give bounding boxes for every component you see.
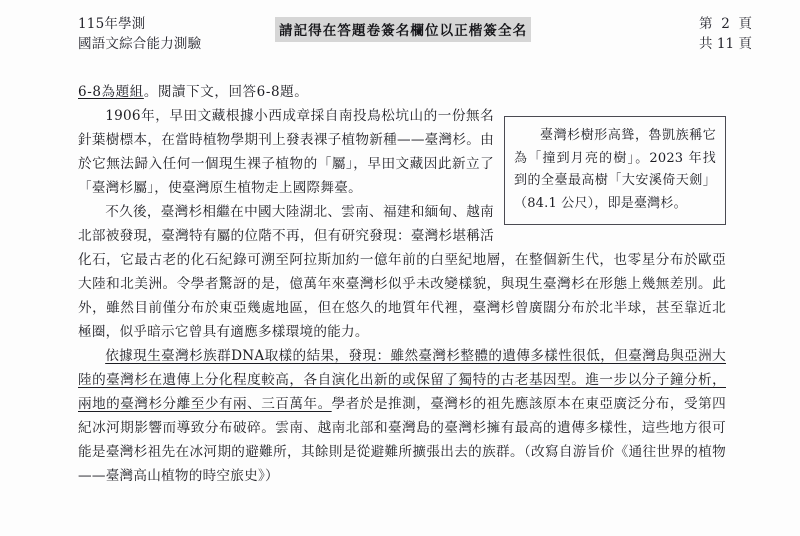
current-page-row xyxy=(699,14,752,34)
page-number: 2 xyxy=(721,16,730,32)
callout-box xyxy=(504,116,726,225)
exam-subject: 國語文綜合能力測驗 xyxy=(78,36,202,53)
page-numbering xyxy=(699,14,752,55)
paragraph-1: 1906年，早田文藏根據小西成章採自南投鳥松坑山的一份無名針葉樹標本，在當時植物學期刊上發表裸子植物新種——臺灣杉。由於它無法歸入任何一個現生裸子植物的「屬」，早田文藏因此新立了「臺灣杉屬」，使臺灣原生植物走上國際舞臺。 xyxy=(78,108,494,196)
paragraph-2: 不久後，臺灣杉相繼在中國大陸湖北、雲南、福建和緬甸、越南北部被發現，臺灣特有屬的位階不再，但有研究發現：臺灣杉堪稱活化石，它最古老的化石紀錄可溯至阿拉斯加約一億年前的白堊紀地層，在整個新生代，也零星分布於歐亞大陸和北美洲。令學者驚訝的是，億萬年來臺灣杉似乎未改變樣貌，與現生臺灣杉在形態上幾無差別。此外，雖然目前僅分布於東亞幾處地區，但在悠久的地質年代裡，臺灣杉曾廣闊分布於北半球，甚至靠近北極圈，似乎暗示它曾具有適應多樣環境的能力。 xyxy=(78,204,726,340)
paragraph-3-rest: 學者於是推測，臺灣杉的祖先應該原本在東亞廣泛分布，受第四紀冰河期影響而導致分布破碎。雲南、越南北部和臺灣島的臺灣杉擁有最高的遺傳多樣性，這些地方很可能是臺灣杉祖先在冰河期的避難所，其餘則是從避難所擴張出去的族群。（改寫自游旨价《通往世界的植物——臺灣高山植物的時空旅史》） xyxy=(78,396,727,484)
passage-body xyxy=(78,104,726,488)
total-pages-row xyxy=(699,34,752,54)
paragraph-3-underlined: 依據現生臺灣杉族群DNA取樣的結果，發現：雖然臺灣杉整體的遺傳多樣性很低，但臺灣島與亞洲大陸的臺灣杉在遺傳上分化程度較高，各自演化出新的或保留了獨特的古老基因型。進一步以分子鐘分析，兩地的臺灣杉分離至少有兩、三百萬年。 xyxy=(78,348,726,412)
total-pages: 11 xyxy=(716,36,735,53)
signature-notice: 請記得在答題卷簽名欄位以正楷簽全名 xyxy=(275,17,531,42)
paragraph-3 xyxy=(78,344,726,488)
page-label-suffix: 頁 xyxy=(738,16,752,32)
page-header xyxy=(78,14,770,68)
page-label-prefix: 第 xyxy=(699,16,713,32)
total-label-prefix: 共 xyxy=(699,36,713,53)
total-label-suffix: 頁 xyxy=(738,36,752,53)
question-range: 6-8為題組 xyxy=(78,84,144,100)
exam-year: 115年學測 xyxy=(78,16,146,32)
question-group-heading xyxy=(78,80,308,100)
question-instruction: 。閱讀下文，回答6-8題。 xyxy=(143,84,309,100)
exam-title-block xyxy=(78,14,201,55)
callout-text: 臺灣杉樹形高聳，魯凱族稱它為「撞到月亮的樹」。2023 年找到的全臺最高樹「大安溪倚天劍」（84.1 公尺），即是臺灣杉。 xyxy=(514,128,716,211)
